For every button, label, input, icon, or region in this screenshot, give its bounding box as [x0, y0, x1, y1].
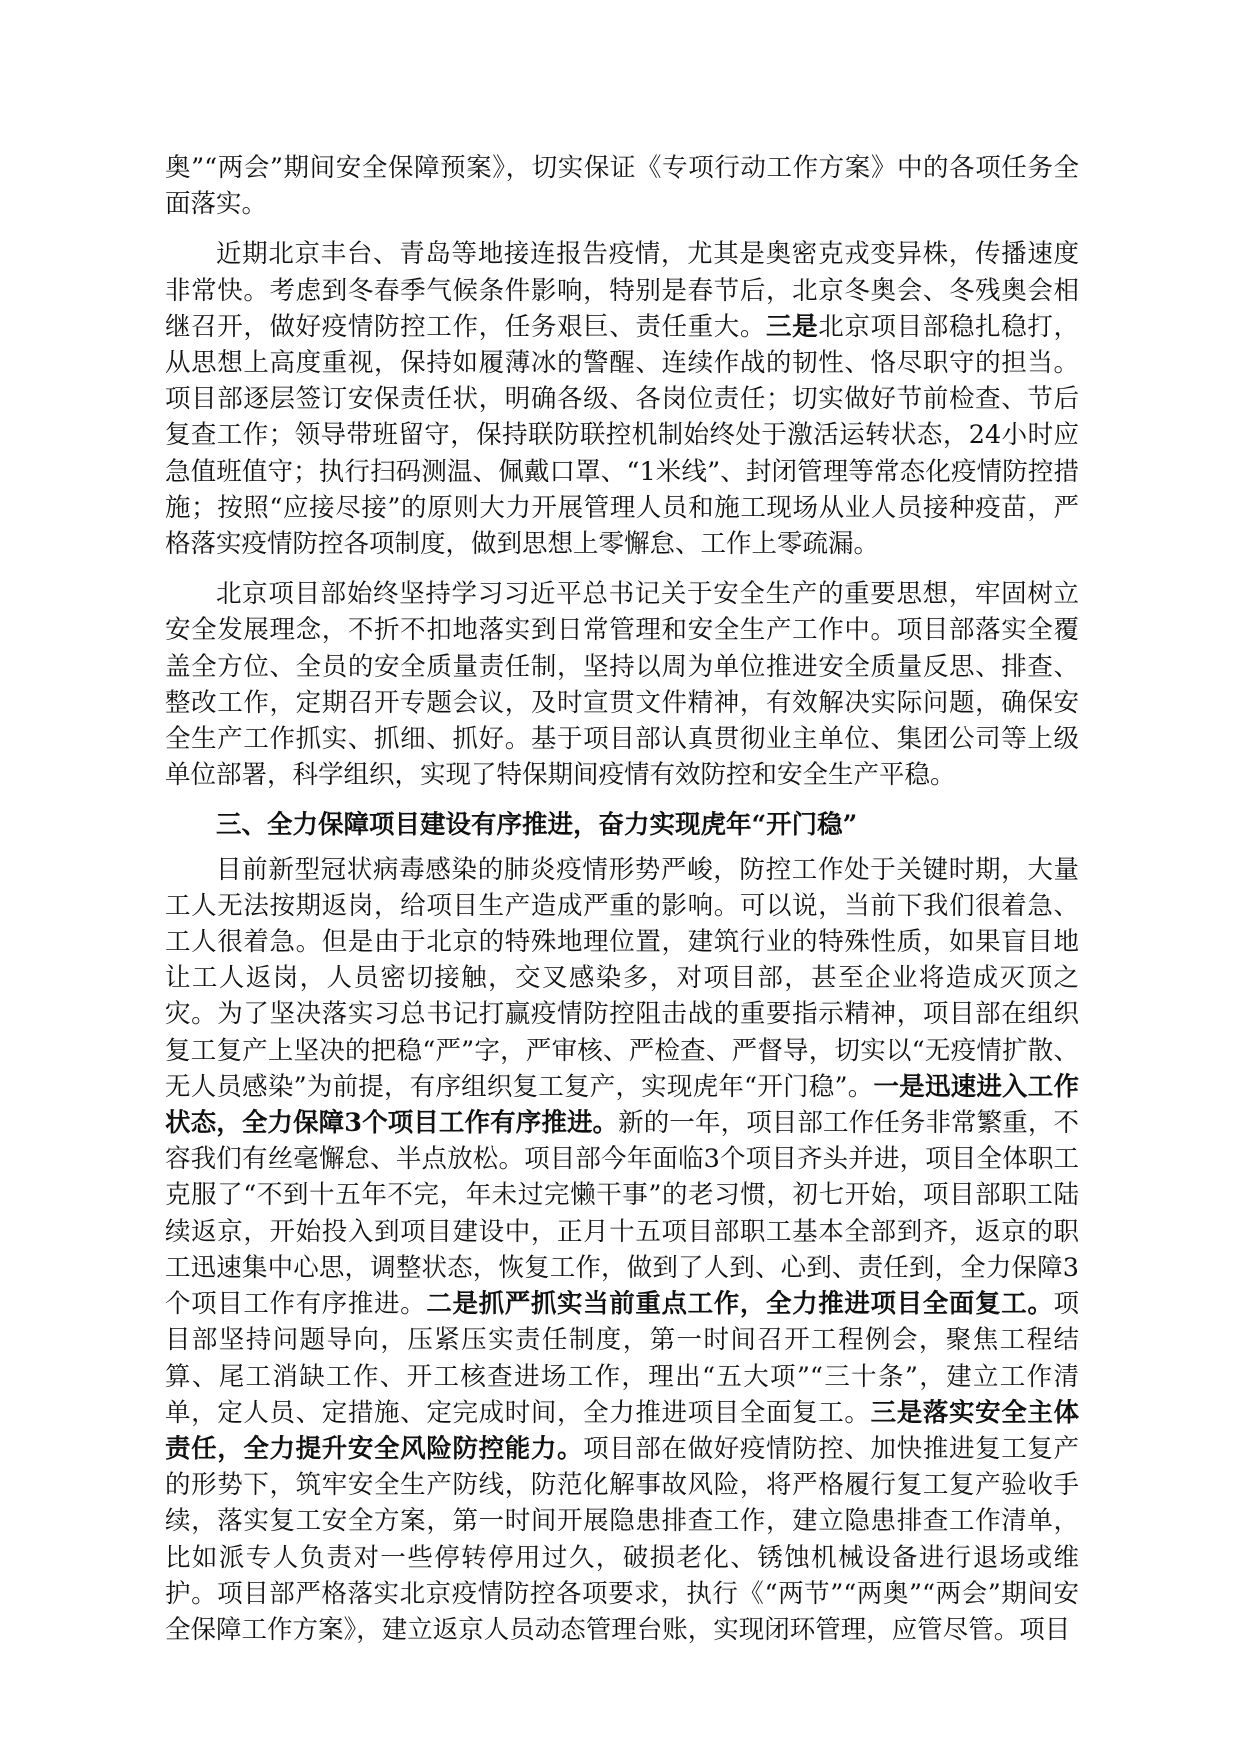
paragraph-text: 项目部在做好疫情防控、加快推进复工复产的形势下，筑牢安全生产防线，防范化解事故风险，将严格履行复工复产验收手续，落实复工安全方案，第一时间开展隐患排查工作，建立隐患排查工作清单，比如派专人负责对一些停转停用过久，破损老化、锈蚀机械设备进行退场或维护。项目部严格落实北京疫情防控各项要求，执行《“两节”“两奥”“两会”期间安全保障工作方案》，建立返京人员动态管理台账，实现闭环管理，应管尽管。项目: [165, 1433, 1079, 1645]
bold-lead-phrase: 三是: [766, 311, 819, 342]
paragraph-text: 目前新型冠状病毒感染的肺炎疫情形势严峻，防控工作处于关键时期，大量工人无法按期返岗，给项目生产造成严重的影响。可以说，当前下我们很着急、工人很着急。但是由于北京的特殊地理位置，建筑行业的特殊性质，如果盲目地让工人返岗，人员密切接触，交叉感染多，对项目部，甚至企业将造成灭顶之灾。为了坚决落实习总书记打赢疫情防控阻击战的重要指示精神，项目部在组织复工复产上坚决的把稳“严”字，严审核、严检查、严督导，切实以“无疫情扩散、无人员感染”为前提，有序组织复工复产，实现虎年“开门稳”。: [165, 854, 1079, 1102]
paragraph-text: 项目部坚持问题导向，压紧压实责任制度，第一时间召开工程例会，聚焦工程结算、尾工消缺工作、开工核查进场工作，理出“五大项”“三十条”，建立工作清单，定人员、定措施、定完成时间，全力推进项目全面复工。: [165, 1289, 1079, 1428]
paragraph-text: 奥”“两会”期间安全保障预案》，切实保证《专项行动工作方案》中的各项任务全面落实。: [165, 153, 1079, 220]
paragraph-resumption: [165, 852, 1079, 1648]
paragraph-text: 近期北京丰台、青岛等地接连报告疫情，尤其是奥密克戎变异株，传播速度非常快。考虑到冬春季气候条件影响，特别是春节后，北京冬奥会、冬残奥会相继召开，做好疫情防控工作，任务艰巨、责任重大。: [165, 239, 1079, 342]
section-heading: 三、全力保障项目建设有序推进，奋力实现虎年“开门稳”: [216, 810, 858, 841]
paragraph-epidemic-control: [165, 236, 1079, 562]
bold-lead-phrase: 二是抓严抓实当前重点工作，全力推进项目全面复工。: [426, 1289, 1054, 1320]
paragraph-text: 北京项目部始终坚持学习习近平总书记关于安全生产的重要思想，牢固树立安全发展理念，不折不扣地落实到日常管理和安全生产工作中。项目部落实全覆盖全方位、全员的安全质量责任制，坚持以周为单位推进安全质量反思、排查、整改工作，定期召开专题会议，及时宣贯文件精神，有效解决实际问题，确保安全生产工作抓实、抓细、抓好。基于项目部认真贯彻业主单位、集团公司等上级单位部署，科学组织，实现了特保期间疫情有效防控和安全生产平稳。: [165, 579, 1079, 791]
paragraph-text: 新的一年，项目部工作任务非常繁重，不容我们有丝毫懈怠、半点放松。项目部今年面临3个项目齐头并进，项目全体职工克服了“不到十五年不完，年未过完懒干事”的老习惯，初七开始，项目部职工陆续返京，开始投入到项目建设中，正月十五项目部职工基本全部到齐，返京的职工迅速集中心思，调整状态，恢复工作，做到了人到、心到、责任到，全力保障3个项目工作有序推进。: [165, 1108, 1079, 1320]
bold-lead-phrase: 三是落实安全主体责任，全力提升安全风险防控能力。: [165, 1397, 1079, 1464]
document-page: [165, 150, 1079, 1648]
paragraph-safety-production: [165, 576, 1079, 793]
bold-lead-phrase: 一是迅速进入工作状态，全力保障3个项目工作有序推进。: [165, 1071, 1079, 1139]
paragraph-text: 北京项目部稳扎稳打，从思想上高度重视，保持如履薄冰的警醒、连续作战的韧性、恪尽职守的担当。项目部逐层签订安保责任状，明确各级、各岗位责任；切实做好节前检查、节后复查工作；领导带班留守，保持联防联控机制始终处于激活运转状态，24小时应急值班值守；执行扫码测温、佩戴口罩、“1米线”、封闭管理等常态化疫情防控措施；按照“应接尽接”的原则大力开展管理人员和施工现场从业人员接种疫苗，严格落实疫情防控各项制度，做到思想上零懈怠、工作上零疏漏。: [165, 311, 1079, 560]
paragraph-continued: [165, 150, 1079, 222]
